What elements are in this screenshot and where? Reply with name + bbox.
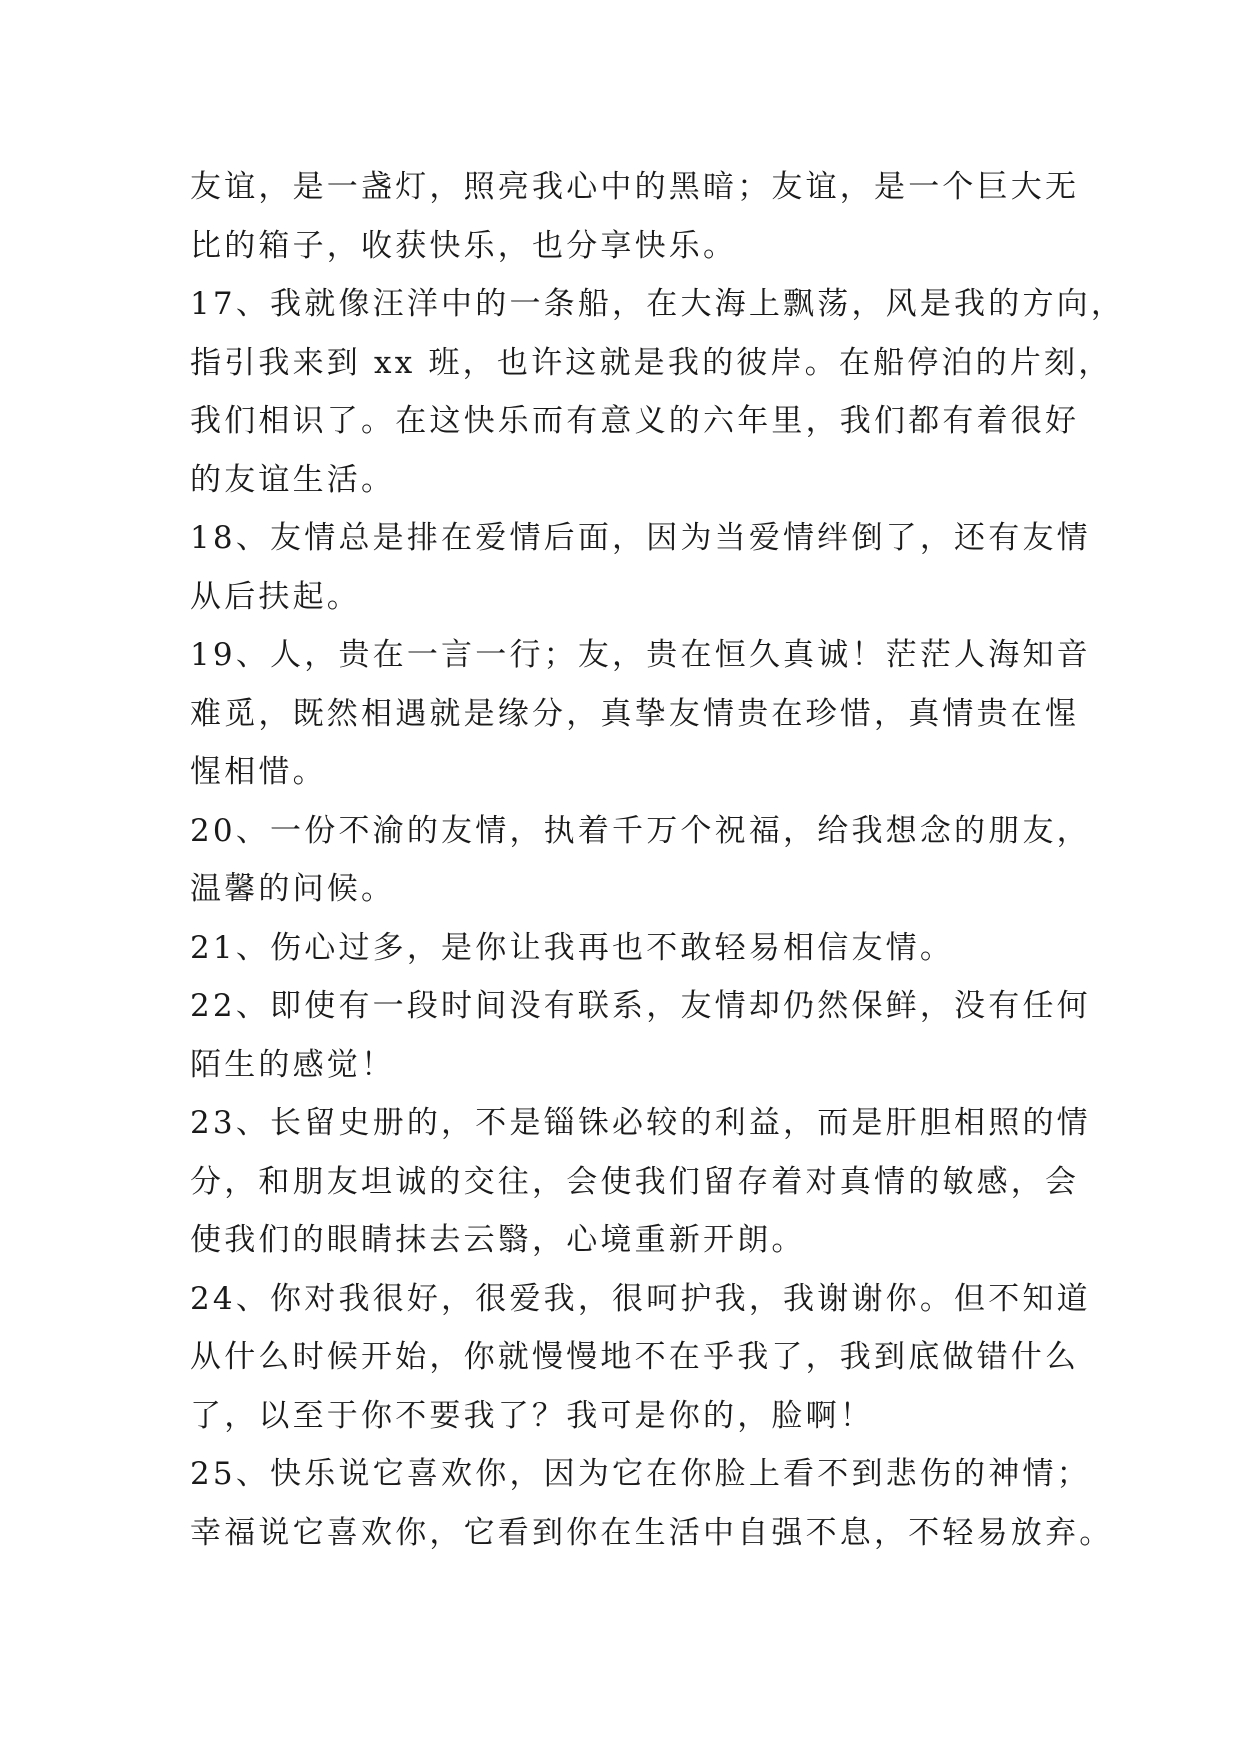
text-line: 21、伤心过多，是你让我再也不敢轻易相信友情。 <box>190 929 955 966</box>
text-line: 温馨的问候。 <box>190 871 396 907</box>
text-line: 指引我来到 xx 班，也许这就是我的彼岸。在船停泊的片刻， <box>190 344 1113 381</box>
paragraph <box>190 275 1126 509</box>
paragraph <box>190 626 1091 802</box>
paragraph <box>190 158 1080 275</box>
text-line: 陌生的感觉！ <box>190 1046 396 1083</box>
text-line: 从什么时候开始，你就慢慢地不在乎我了，我到底做错什么 <box>190 1339 1080 1375</box>
paragraph <box>190 919 1070 978</box>
text-line: 使我们的眼睛抹去云翳，心境重新开朗。 <box>190 1222 806 1258</box>
text-line: 20、一份不渝的友情，执着千万个祝福，给我想念的朋友， <box>190 812 1091 849</box>
text-line: 从后扶起。 <box>190 578 361 615</box>
text-line: 我们相识了。在这快乐而有意义的六年里，我们都有着很好 <box>190 403 1080 439</box>
paragraph <box>190 1270 1091 1446</box>
text-line: 24、你对我很好，很爱我，很呵护我，我谢谢你。但不知道 <box>190 1280 1091 1317</box>
text-line: 19、人，贵在一言一行；友，贵在恒久真诚！茫茫人海知音 <box>190 637 1091 673</box>
paragraph <box>190 1445 1114 1562</box>
text-line: 17、我就像汪洋中的一条船，在大海上飘荡，风是我的方向， <box>190 286 1126 322</box>
text-line: 分，和朋友坦诚的交往，会使我们留存着对真情的敏感，会 <box>190 1163 1080 1200</box>
text-line: 难觅，既然相遇就是缘分，真挚友情贵在珍惜，真情贵在惺 <box>190 695 1080 732</box>
paragraph <box>190 977 1091 1094</box>
text-line: 25、快乐说它喜欢你，因为它在你脸上看不到悲伤的神情； <box>190 1456 1091 1492</box>
text-line: 的友谊生活。 <box>190 461 396 498</box>
paragraph <box>190 802 1091 919</box>
text-line: 友谊，是一盏灯，照亮我心中的黑暗；友谊，是一个巨大无 <box>190 169 1080 205</box>
text-line: 幸福说它喜欢你，它看到你在生活中自强不息，不轻易放弃。 <box>190 1514 1114 1551</box>
document-body <box>190 158 1126 1562</box>
text-line: 18、友情总是排在爱情后面，因为当爱情绊倒了，还有友情 <box>190 520 1091 556</box>
text-line: 比的箱子，收获快乐，也分享快乐。 <box>190 227 738 264</box>
paragraph <box>190 1094 1091 1270</box>
text-line: 23、长留史册的，不是锱铢必较的利益，而是肝胆相照的情 <box>190 1105 1091 1141</box>
text-line: 惺相惜。 <box>190 754 327 790</box>
text-line: 22、即使有一段时间没有联系，友情却仍然保鲜，没有任何 <box>190 988 1091 1024</box>
paragraph <box>190 509 1091 626</box>
text-line: 了，以至于你不要我了？我可是你的，脸啊！ <box>190 1397 874 1434</box>
